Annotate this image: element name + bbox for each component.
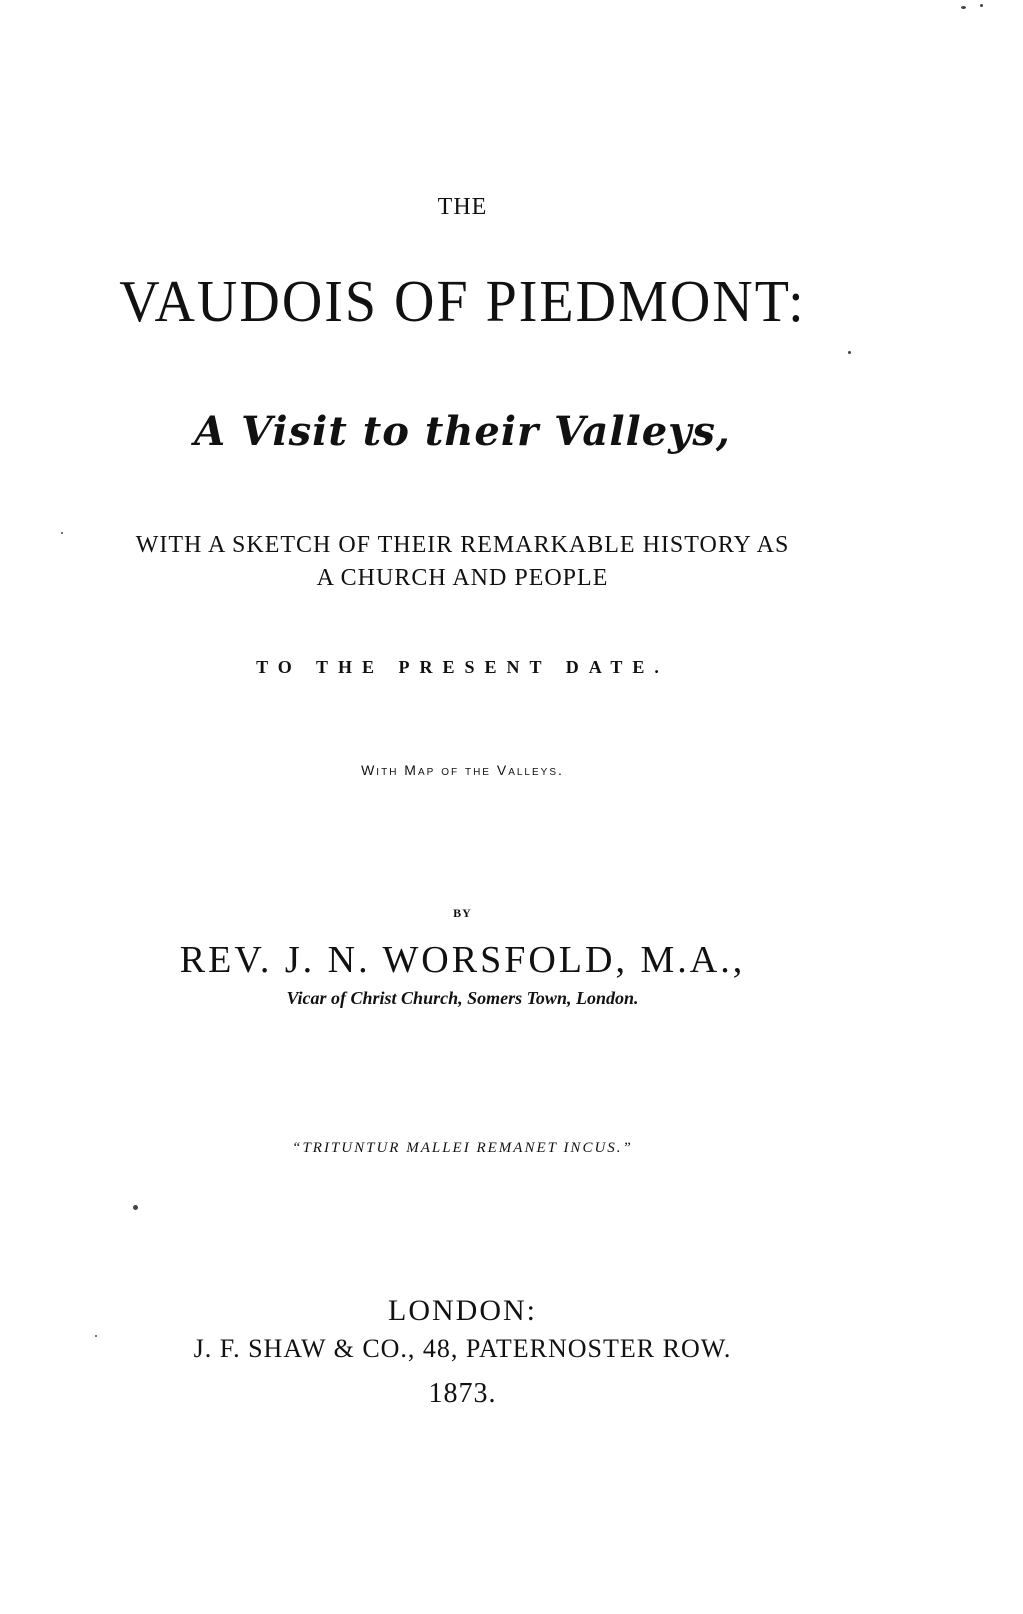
present-date-line: TO THE PRESENT DATE.	[256, 657, 669, 677]
paper-speck	[980, 4, 983, 7]
description-line-2: A CHURCH AND PEOPLE	[316, 565, 609, 591]
paper-speck	[961, 6, 966, 9]
imprint-year: 1873.	[428, 1378, 497, 1409]
motto: “TRITUNTUR MALLEI REMANET INCUS.”	[292, 1140, 633, 1156]
main-title: VAUDOIS OF PIEDMONT:	[119, 269, 806, 335]
map-note: With Map of the Valleys.	[361, 762, 564, 778]
paper-speck	[133, 1205, 138, 1210]
by-line: BY	[453, 906, 472, 920]
paper-speck	[95, 1335, 97, 1337]
description-line-1: WITH A SKETCH OF THEIR REMARKABLE HISTORY AS	[135, 532, 790, 558]
imprint-publisher: J. F. SHAW & CO., 48, PATERNOSTER ROW.	[193, 1334, 732, 1363]
author-role: Vicar of Christ Church, Somers Town, London.	[286, 988, 639, 1008]
subtitle: A Visit to their Valleys,	[194, 408, 731, 455]
imprint-place: LONDON:	[388, 1294, 537, 1327]
author-name: REV. J. N. WORSFOLD, M.A.,	[179, 939, 746, 981]
paper-speck	[61, 532, 63, 534]
paper-speck	[848, 351, 851, 354]
title-article: THE	[437, 194, 488, 220]
